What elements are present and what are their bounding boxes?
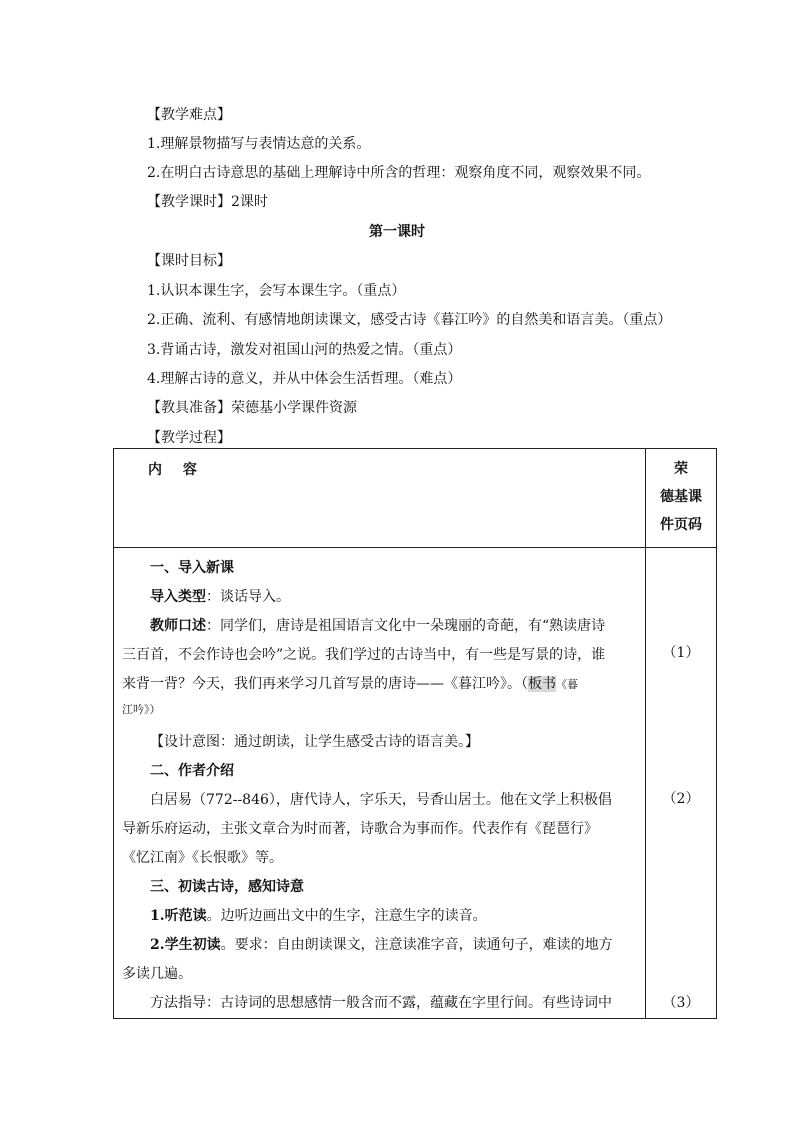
process-heading: 【教学过程】 bbox=[147, 430, 231, 446]
header-page-cell bbox=[646, 449, 717, 548]
objective-2: 2.正确、流利、有感情地朗读课文，感受古诗《暮江吟》的自然美和语言美。（重点） bbox=[147, 312, 672, 328]
difficulty-heading: 【教学难点】 bbox=[147, 107, 231, 123]
page-ref-1: （1） bbox=[662, 645, 700, 661]
section-1-teacher-line-1 bbox=[122, 612, 637, 640]
page-cell bbox=[646, 548, 717, 1019]
section-3-item-2-line-2: 多读几遍。 bbox=[122, 966, 192, 982]
difficulty-item-2: 2.在明白古诗意思的基础上理解诗中所含的哲理：观察角度不同，观察效果不同。 bbox=[147, 165, 651, 181]
lesson-title: 第一课时 bbox=[369, 224, 425, 240]
section-3-item-2-text: 。要求：自由朗读课文，注意读准字音，读通句子，难读的地方 bbox=[220, 937, 613, 953]
header-content-cell bbox=[114, 449, 646, 548]
section-1-type bbox=[122, 583, 637, 611]
section-3-item-1-label: 1.听范读 bbox=[150, 908, 207, 924]
page-ref-2: （2） bbox=[662, 791, 700, 807]
section-3-item-1-text: 。边听边画出文中的生字，注意生字的读音。 bbox=[206, 908, 487, 924]
objective-4: 4.理解古诗的意义，并从中体会生活哲理。（难点） bbox=[147, 371, 462, 387]
section-2-title: 二、作者介绍 bbox=[150, 763, 234, 779]
header-content-label: 内 容 bbox=[148, 462, 205, 478]
section-3-item-1 bbox=[122, 902, 637, 930]
section-2-line-1: 白居易（772--846），唐代诗人，字乐天，号香山居士。他在文学上积极倡 bbox=[150, 792, 612, 808]
section-3-item-2-label: 2.学生初读 bbox=[150, 937, 221, 953]
section-1-teacher-text-1: ：同学们，唐诗是祖国语言文化中一朵瑰丽的奇葩，有“熟读唐诗 bbox=[206, 618, 606, 634]
section-3-method-text: ：古诗词的思想感情一般含而不露，蕴藏在字里行间。有些诗词中 bbox=[206, 995, 612, 1011]
content-cell bbox=[114, 548, 646, 1019]
section-1-design: 【设计意图：通过朗读，让学生感受古诗的语言美。】 bbox=[150, 734, 479, 750]
table-header-row bbox=[114, 449, 717, 548]
objective-3: 3.背诵古诗，激发对祖国山河的热爱之情。（重点） bbox=[147, 342, 462, 358]
header-page-line-3: 件页码 bbox=[660, 517, 702, 533]
board-title: 《暮 bbox=[556, 678, 578, 691]
section-1-teacher-text-3: 来背一背？今天，我们再来学习几首写景的唐诗——《暮江吟》。（ bbox=[122, 676, 528, 692]
section-2-line-3: 《忆江南》《长恨歌》等。 bbox=[122, 850, 283, 866]
section-1-teacher-line-2: 三百首，不会作诗也会吟”之说。我们学过的古诗当中，有一些是写景的诗，谁 bbox=[122, 647, 606, 663]
section-3-method bbox=[122, 989, 637, 1017]
tools-line: 【教具准备】荣德基小学课件资源 bbox=[147, 400, 357, 416]
board-label: 板书 bbox=[528, 676, 556, 692]
header-page-line-1: 荣 bbox=[674, 461, 688, 477]
section-3-item-2 bbox=[122, 931, 637, 959]
section-1-type-value: ：谈话导入。 bbox=[206, 589, 290, 605]
section-1-teacher-line-3 bbox=[122, 670, 637, 699]
header-page-line-2: 德基课 bbox=[660, 489, 702, 505]
section-1-type-label: 导入类型 bbox=[150, 589, 206, 605]
teaching-hours: 【教学课时】2课时 bbox=[147, 194, 268, 210]
section-1-teacher-line-4: 江吟》） bbox=[122, 703, 161, 716]
section-3-title: 三、初读古诗，感知诗意 bbox=[150, 879, 304, 895]
section-1-teacher-label: 教师口述 bbox=[150, 618, 206, 634]
process-table bbox=[113, 448, 717, 1019]
page-ref-3: （3） bbox=[662, 995, 700, 1011]
section-1-title: 一、导入新课 bbox=[150, 560, 234, 576]
objective-1: 1.认识本课生字，会写本课生字。（重点） bbox=[147, 283, 406, 299]
section-2-line-2: 导新乐府运动，主张文章合为时而著，诗歌合为事而作。代表作有《琵琶行》 bbox=[122, 821, 598, 837]
table-row bbox=[114, 548, 717, 1019]
objectives-heading: 【课时目标】 bbox=[147, 253, 231, 269]
section-3-method-label: 方法指导 bbox=[150, 995, 206, 1011]
difficulty-item-1: 1.理解景物描写与表情达意的关系。 bbox=[147, 136, 371, 152]
